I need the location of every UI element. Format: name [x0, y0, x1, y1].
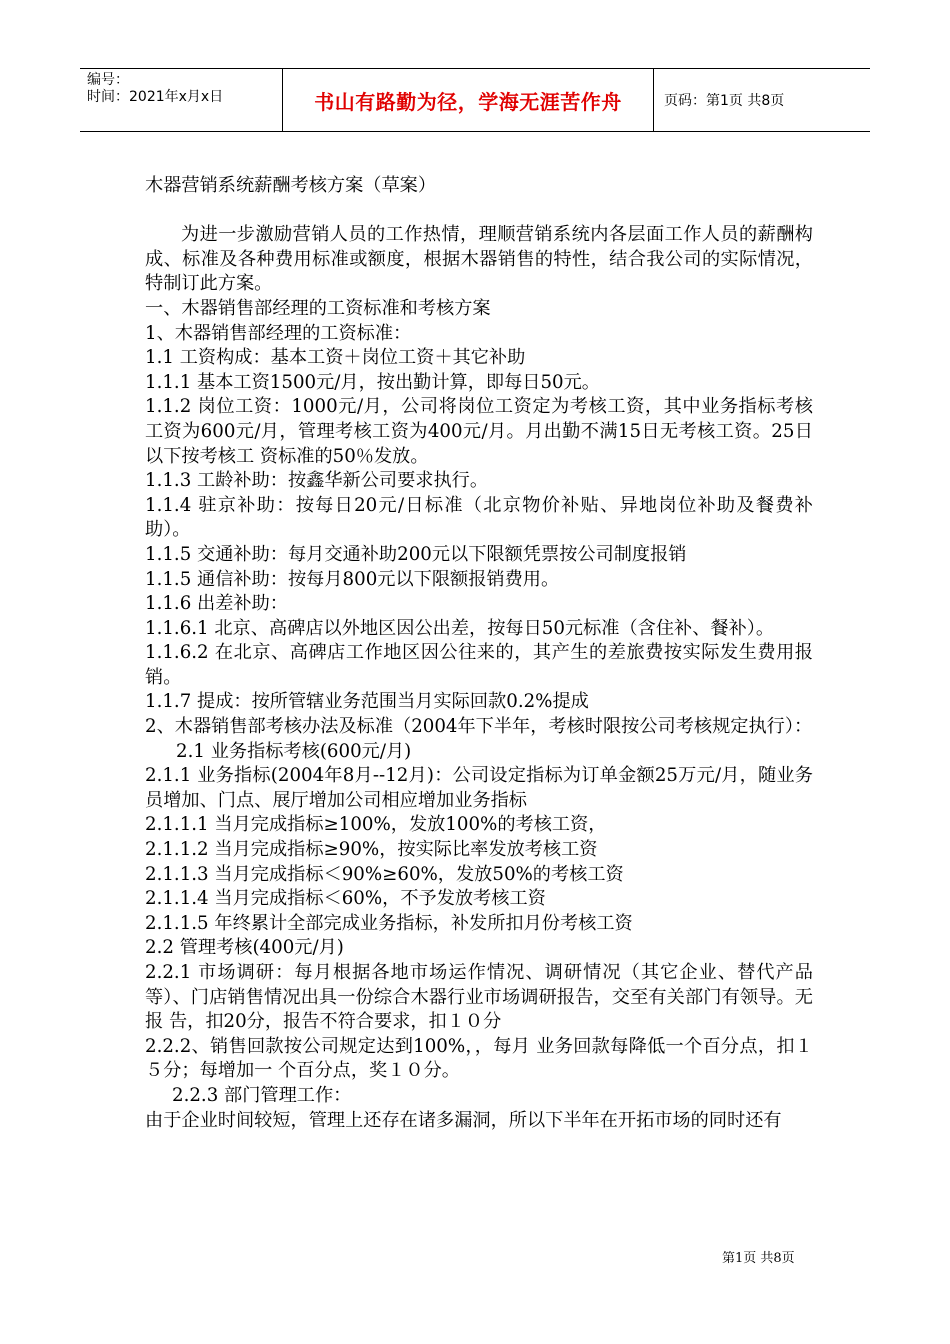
clause: 1.1.6.1 北京、高碑店以外地区因公出差，按每日50元标准（含住补、餐补）。 — [145, 617, 775, 639]
header-page-cell — [654, 69, 870, 131]
clause: 1.1.6.2 在北京、高碑店工作地区因公往来的，其产生的差旅费按实际发生费用报销。 — [145, 642, 813, 688]
clause: 2.1.1.3 当月完成指标＜90%≥60%，发放50%的考核工资 — [145, 863, 624, 885]
clause: 2.2 管理考核(400元/月) — [145, 937, 344, 959]
header-motto-cell — [282, 69, 654, 131]
clause: 1.1.3 工龄补助：按鑫华新公司要求执行。 — [145, 470, 489, 492]
subsection-heading: 1、木器销售部经理的工资标准： — [145, 322, 412, 344]
clause: 1.1.2 岗位工资：1000元/月，公司将岗位工资定为考核工资，其中业务指标考核工资为600元/月，管理考核工资为400元/月。月出勤不满15日无考核工资。25日以下按考核工 资标准的50％发放。 — [145, 396, 813, 467]
clause: 2.1.1 业务指标(2004年8月--12月)：公司设定指标为订单金额25万元/月，随业务员增加、门点、展厅增加公司相应增加业务指标 — [145, 765, 813, 811]
clause: 2.1.1.2 当月完成指标≥90%，按实际比率发放考核工资 — [145, 839, 598, 861]
section-heading: 一、木器销售部经理的工资标准和考核方案 — [145, 297, 491, 319]
header-motto: 书山有路勤为径，学海无涯苦作舟 — [314, 89, 622, 114]
clause: 2.1.1.4 当月完成指标＜60%，不予发放考核工资 — [145, 888, 546, 910]
clause: 1.1.7 提成：按所管辖业务范围当月实际回款0.2%提成 — [145, 691, 589, 713]
header-date-label: 时间：2021年x月x日 — [87, 89, 224, 105]
document-title: 木器营销系统薪酬考核方案（草案） — [145, 175, 437, 196]
clause: 2.2.3 部门管理工作： — [172, 1084, 352, 1106]
header-page-label: 页码：第1页 共8页 — [664, 93, 785, 109]
clause: 2.1 业务指标考核(600元/月) — [176, 740, 412, 762]
page-footer — [722, 1247, 795, 1266]
clause: 1.1 工资构成：基本工资＋岗位工资＋其它补助 — [145, 347, 526, 369]
clause: 2.2.1 市场调研：每月根据各地市场运作情况、调研情况（其它企业、替代产品等）、门店销售情况出具一份综合木器行业市场调研报告，交至有关部门有领导。无报 告，扣20分，报告不符合要求，扣１０分 — [145, 962, 813, 1033]
clause: 1.1.1 基本工资1500元/月，按出勤计算，即每日50元。 — [145, 371, 600, 393]
subsection-heading: 2、木器销售部考核办法及标准（2004年下半年，考核时限按公司考核规定执行）： — [145, 716, 813, 738]
clause: 1.1.4 驻京补助：按每日20元/日标准（北京物价补贴、异地岗位补助及餐费补助）。 — [145, 494, 813, 541]
document-body — [145, 174, 813, 1133]
clause: 1.1.6 出差补助： — [145, 593, 288, 615]
footer-page-number: 第1页 共8页 — [722, 1251, 795, 1266]
clause: 1.1.5 交通补助：每月交通补助200元以下限额凭票按公司制度报销 — [145, 543, 687, 565]
page-header — [80, 68, 870, 132]
clause: 2.2.2、销售回款按公司规定达到100%，，每月 业务回款每降低一个百分点，扣１５分；每增加一 个百分点，奖１０分。 — [145, 1035, 813, 1082]
clause: 2.1.1.1 当月完成指标≥100%，发放100%的考核工资， — [145, 814, 607, 836]
header-number-label: 编号： — [87, 72, 129, 88]
clause: 1.1.5 通信补助：按每月800元以下限额报销费用。 — [145, 568, 560, 590]
intro-paragraph: 为进一步激励营销人员的工作热情，理顺营销系统内各层面工作人员的薪酬构成、标准及各种费用标准或额度，根据木器销售的特性，结合我公司的实际情况，特制订此方案。 — [145, 224, 813, 295]
clause: 2.1.1.5 年终累计全部完成业务指标，补发所扣月份考核工资 — [145, 912, 633, 934]
clause: 由于企业时间较短，管理上还存在诸多漏洞，所以下半年在开拓市场的同时还有 — [145, 1109, 782, 1131]
header-meta — [80, 69, 282, 131]
